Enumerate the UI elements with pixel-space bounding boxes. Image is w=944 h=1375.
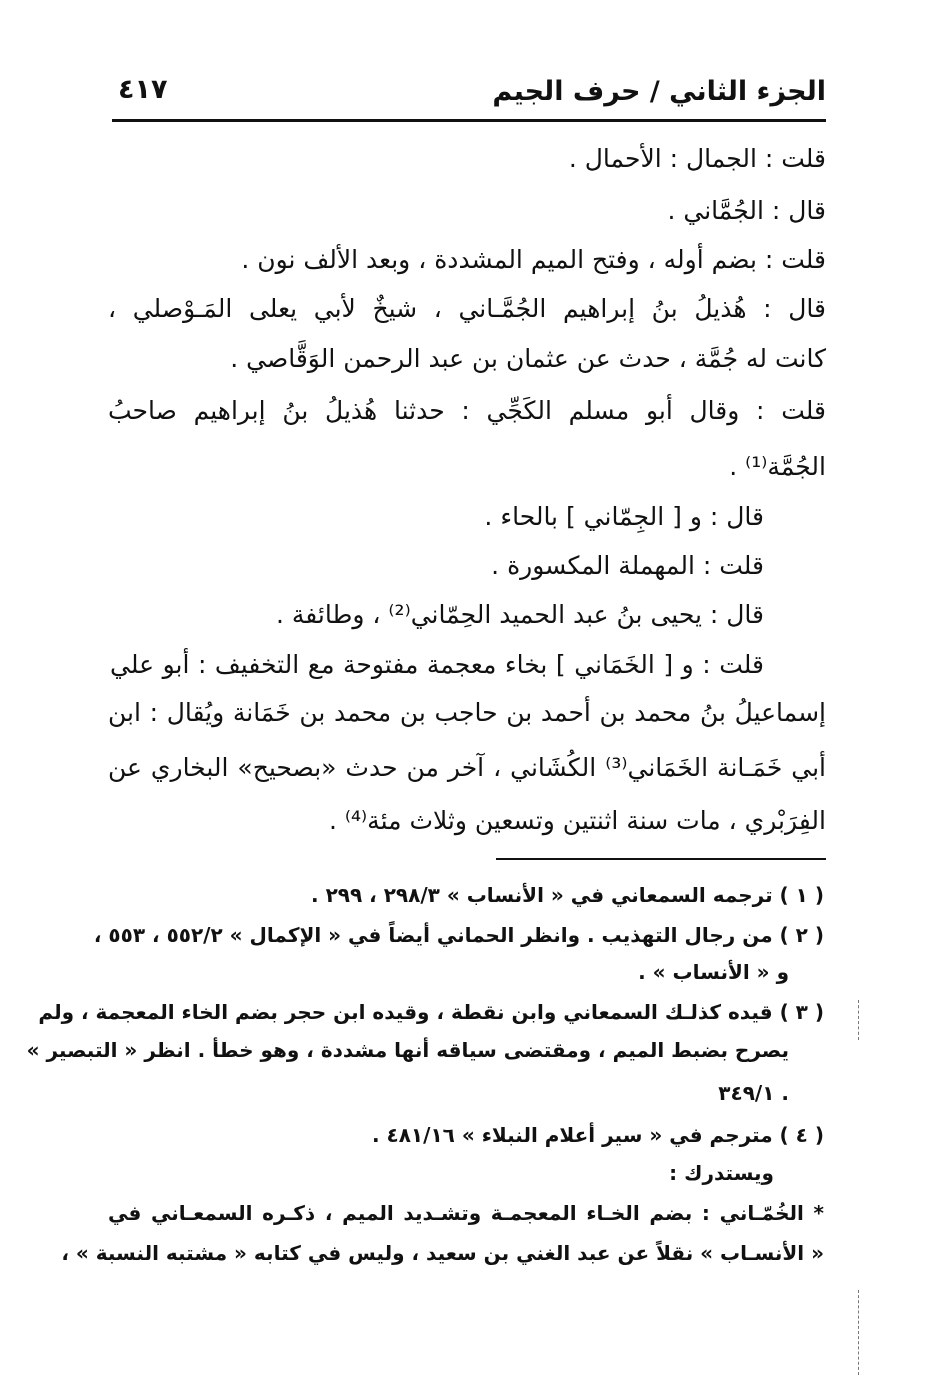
footnote-line: ويستدرك :	[669, 1161, 774, 1185]
text-line: أبي خَمَـانة الخَمَاني⁽³⁾ الكُشَاني ، آخر من حدث «بصحيح» البخاري عن	[108, 753, 826, 782]
text-line: قلت : المهملة المكسورة .	[491, 551, 764, 580]
footnote-line: « الأنسـاب » نقلاً عن عبد الغني بن سعيد ، وليس في كتابه « مشتبه النسبة » ،	[61, 1241, 824, 1265]
footnote-line: ( ٣ ) قيده كذلـك السمعاني وابن نقطة ، وقيده ابن حجر بضم الخاء المعجمة ، ولم	[38, 1000, 824, 1024]
footnote-line: و « الأنساب » .	[638, 960, 789, 984]
margin-mark	[858, 1000, 859, 1040]
text-line: قلت : الجمال : الأحمال .	[568, 144, 826, 173]
header-rule	[112, 119, 826, 122]
text-line: الجُمَّة⁽¹⁾ .	[729, 452, 826, 481]
footnote-line: يصرح بضبط الميم ، ومقتضى سياقه أنها مشددة ، وهو خطأ . انظر « التبصير »	[26, 1038, 789, 1062]
footnote-line: ( ١ ) ترجمه السمعاني في « الأنساب » ٢٩٨/٣ ، ٢٩٩ .	[311, 883, 824, 907]
text-line: قال : هُذيلُ بنُ إبراهيم الجُمَّـاني ، شيخٌ لأبي يعلى المَـوْصلي ،	[108, 294, 826, 323]
margin-mark	[858, 1290, 859, 1375]
text-line: قال : الجُمَّاني .	[667, 196, 826, 225]
footnote-line: ( ٤ ) مترجم في « سير أعلام النبلاء » ٤٨١/١٦ .	[371, 1123, 824, 1147]
footnote-line: * الخُمّـاني : بضم الخـاء المعجمـة وتشـديد الميم ، ذكـره السمعـاني في	[108, 1201, 824, 1225]
text-line: الفِرَبْري ، مات سنة اثنتين وتسعين وثلاث مئة⁽⁴⁾ .	[328, 806, 826, 835]
text-line: كانت له جُمَّة ، حدث عن عثمان بن عبد الرحمن الوَقَّاصي .	[230, 344, 826, 373]
footnote-line: . ٣٤٩/١	[718, 1081, 789, 1105]
text-line: قال : و [ الجِمّاني ] بالحاء .	[484, 502, 764, 531]
text-line: قلت : و [ الخَمَاني ] بخاء معجمة مفتوحة مع التخفيف : أبو علي	[110, 650, 764, 679]
footnote-separator	[496, 858, 826, 860]
page-header	[112, 70, 826, 122]
running-title: الجزء الثاني / حرف الجيم	[492, 76, 826, 107]
page-number: ٤١٧	[118, 74, 168, 105]
text-line: قلت : بضم أوله ، وفتح الميم المشددة ، وبعد الألف نون .	[241, 245, 826, 274]
text-line: قلت : وقال أبو مسلم الكَجِّي : حدثنا هُذيلُ بنُ إبراهيم صاحبُ	[108, 396, 826, 425]
text-line: إسماعيلُ بنُ محمد بن أحمد بن حاجب بن محمد بن خَمَانة ويُقال : ابن	[108, 698, 826, 727]
text-line: قال : يحيى بنُ عبد الحميد الحِمّاني⁽²⁾ ، وطائفة .	[275, 600, 764, 629]
footnote-line: ( ٢ ) من رجال التهذيب . وانظر الحماني أيضاً في « الإكمال » ٥٥٢/٢ ، ٥٥٣ ،	[93, 923, 824, 947]
